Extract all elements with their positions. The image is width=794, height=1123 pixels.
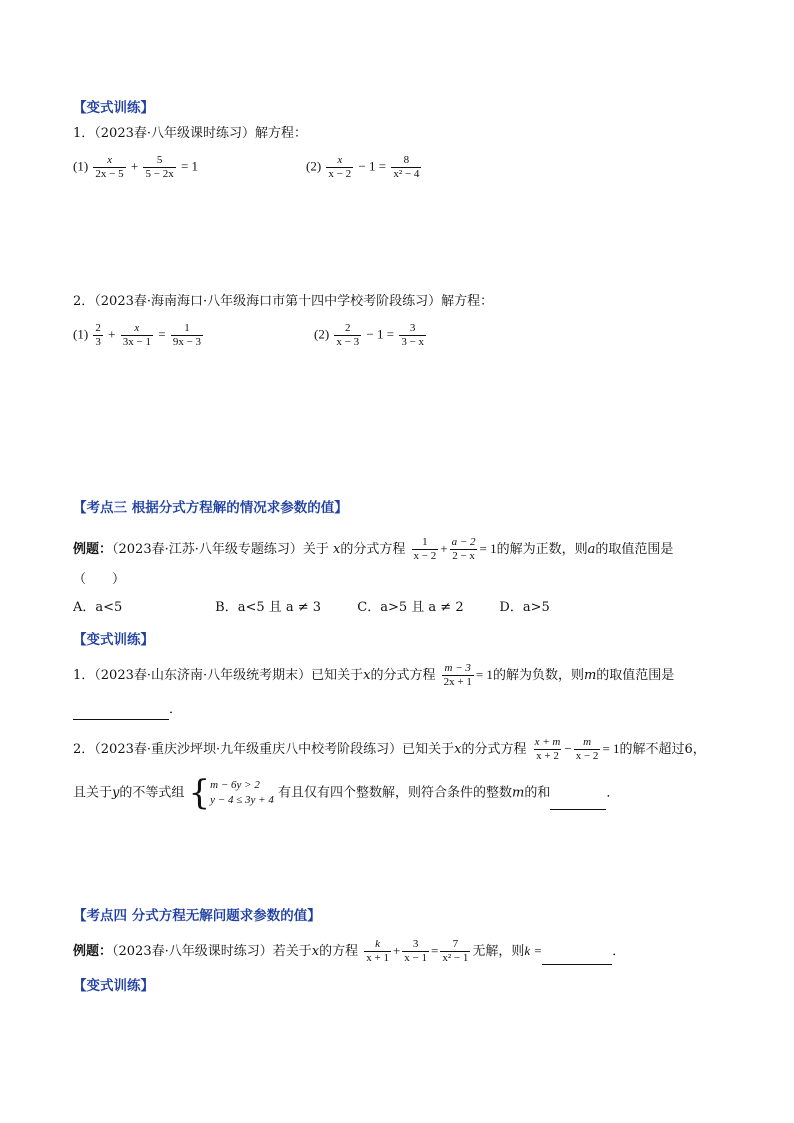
topic-4-heading: 【考点四 分式方程无解问题求参数的值】	[73, 908, 321, 924]
example-3-line: 例题：（2023春·江苏·八年级专题练习）关于 x的分式方程 $\frac{1}{x - 2}$ + $\frac{a - 2}{2 - x}$ = 1的解为正数，则a的取值范围是	[73, 536, 674, 562]
question-2-prompt: 2．（2023春·海南海口·八年级海口市第十四中学校考阶段练习）解方程：	[73, 294, 494, 309]
answer-blank[interactable]	[550, 795, 606, 810]
equation-1-2: (2) $\frac{x}{x - 2}$ − 1 = $\frac{8}{\text{x² − 4}}$	[306, 154, 420, 180]
system-brace: {	[188, 773, 211, 813]
topic-3-heading: 【考点三 根据分式方程解的情况求参数的值】	[73, 500, 348, 516]
answer-blank[interactable]	[73, 705, 169, 720]
answer-line-3-1[interactable]: ．	[73, 700, 182, 720]
example-4-line: 例题：（2023春·八年级课时练习）若关于x的方程 $\frac{k}{x + 1}$ + $\frac{3}{x - 1}$ = $\frac{7}{\text{x² − 1}}$ 无解，则k = ．	[73, 938, 626, 964]
answer-parentheses: （ ）	[73, 572, 126, 587]
equation-2-2: (2) $\frac{2}{x - 3}$ − 1 = $\frac{3}{3 - x}$	[314, 322, 425, 348]
option-d[interactable]: D．a>5	[499, 600, 550, 615]
option-b[interactable]: B．a<5 且 a ≠ 3	[215, 600, 322, 615]
variant-heading-4: 【变式训练】	[73, 978, 154, 994]
inequality-system: m − 6y > 2 y − 4 ≤ 3y + 4	[210, 779, 274, 806]
question-3-2-line-1: 2．（2023春·重庆沙坪坝·九年级重庆八中校考阶段练习）已知关于x的分式方程 $\frac{x + m}{x + 2}$ − $\frac{m}{x - 2}$ = 1的解不超过6，	[73, 736, 706, 762]
option-a[interactable]: A．a<5	[73, 600, 123, 615]
answer-blank[interactable]	[542, 950, 612, 965]
options-row	[73, 598, 713, 618]
variant-heading-3: 【变式训练】	[73, 632, 154, 648]
question-1-prompt: 1．（2023春·八年级课时练习）解方程：	[73, 126, 307, 141]
equation-2-1: (1) $\frac{2}{3}$ + $\frac{x}{3x - 1}$ = $\frac{1}{9x - 3}$	[73, 322, 202, 348]
question-3-1: 1．（2023春·山东济南·八年级统考期末）已知关于x的分式方程 $\frac{m - 3}{2x + 1}$ = 1的解为负数，则m的取值范围是	[73, 662, 675, 688]
question-3-2-line-2: 且关于y的不等式组 { m − 6y > 2 y − 4 ≤ 3y + 4 有且仅有四个整数解，则符合条件的整数m的和 ．	[73, 773, 620, 813]
equation-1-1: (1) $\frac{x}{2x - 5}$ + $\frac{5}{5 - 2x}$ = 1	[73, 154, 199, 180]
option-c[interactable]: C．a>5 且 a ≠ 2	[357, 600, 464, 615]
variant-heading-1: 【变式训练】	[73, 100, 154, 116]
